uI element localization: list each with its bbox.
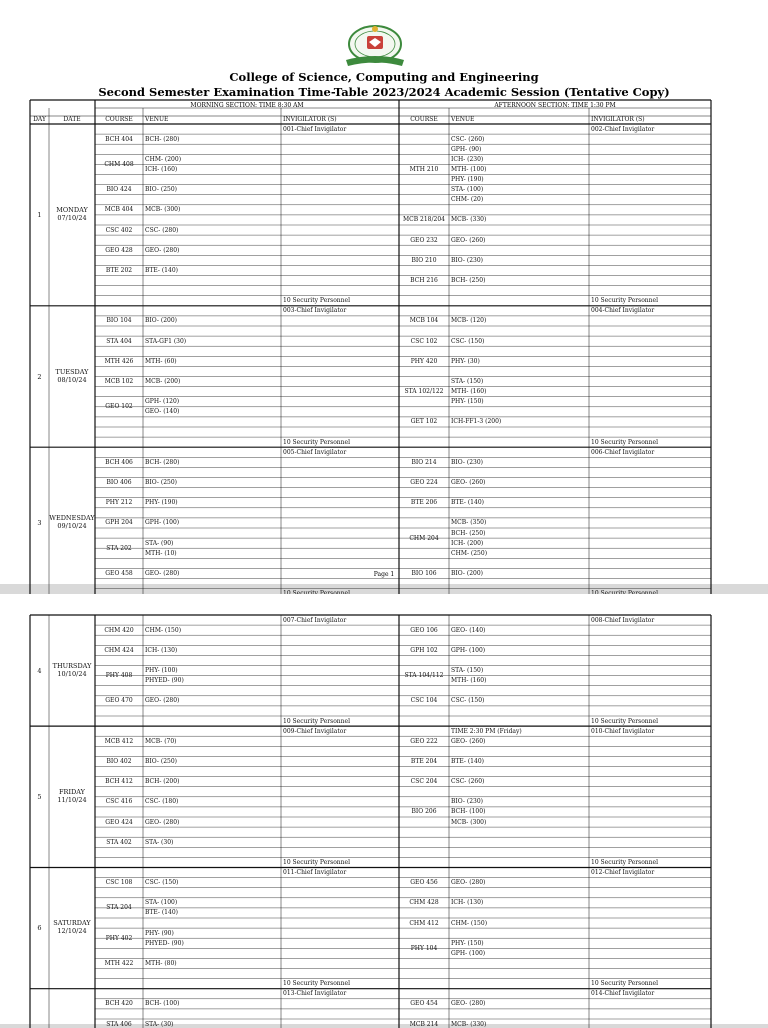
exam-course-pm: CHM 204 — [409, 534, 439, 542]
exam-venue-pm: PHY- (150) — [451, 398, 484, 406]
exam-venue-pm: PHY- (30) — [451, 357, 480, 365]
exam-venue-pm: ICH-FF1-3 (200) — [451, 418, 502, 426]
exam-venue-pm: CHM- (150) — [451, 919, 488, 927]
exam-course-am: GEO 428 — [105, 246, 133, 254]
day-number: 5 — [37, 792, 42, 801]
security-personnel-am: 10 Security Personnel — [283, 297, 350, 305]
exam-course-am: CSC 402 — [105, 226, 133, 234]
security-personnel-pm: 10 Security Personnel — [591, 858, 658, 866]
exam-venue-am: CHM- (150) — [145, 626, 182, 634]
afternoon-time-note: TIME 2:30 PM (Friday) — [451, 727, 522, 735]
exam-venue-pm: GEO- (260) — [451, 479, 486, 486]
exam-venue-am: GEO- (280) — [145, 818, 180, 826]
exam-course-pm: MTH 210 — [409, 165, 439, 173]
exam-venue-pm: MTH- (160) — [451, 388, 487, 396]
exam-course-pm: BIO 106 — [411, 569, 437, 577]
col-header-course-pm: COURSE — [410, 116, 438, 123]
exam-course-am: MCB 102 — [104, 378, 134, 386]
chief-invigilator-pm: 004-Chief Invigilator — [591, 307, 655, 315]
exam-course-am: MCB 412 — [104, 737, 134, 745]
exam-course-pm: GET 102 — [410, 418, 438, 426]
exam-venue-pm: GEO- (280) — [451, 1000, 486, 1008]
exam-venue-pm: GEO- (260) — [451, 737, 486, 745]
exam-date: 10/10/24 — [57, 669, 87, 678]
chief-invigilator-pm: 010-Chief Invigilator — [591, 727, 655, 735]
page-number: Page 1 — [373, 571, 395, 578]
security-personnel-am: 10 Security Personnel — [283, 438, 350, 446]
exam-venue-am: MCB- (300) — [145, 206, 181, 214]
exam-venue-pm: CSC- (260) — [451, 135, 485, 143]
exam-course-pm: MCB 214 — [409, 1020, 439, 1028]
exam-venue-am: GPH- (100) — [145, 519, 180, 527]
exam-course-pm: STA 102/122 — [404, 388, 444, 396]
exam-venue-pm: CSC- (150) — [451, 337, 485, 345]
exam-venue-pm: STA- (150) — [451, 667, 484, 674]
security-personnel-pm: 10 Security Personnel — [591, 438, 658, 446]
chief-invigilator-am: 011-Chief Invigilator — [283, 869, 347, 876]
chief-invigilator-pm: 002-Chief Invigilator — [591, 125, 655, 133]
exam-venue-pm: CHM- (250) — [451, 549, 488, 557]
exam-course-pm: PHY 420 — [410, 357, 438, 365]
exam-course-am: MTH 422 — [104, 959, 134, 967]
exam-course-am: CHM 424 — [104, 646, 134, 654]
exam-venue-am: STA- (30) — [145, 838, 174, 846]
exam-course-pm: GEO 454 — [410, 1000, 438, 1008]
exam-venue-am: CSC- (150) — [145, 879, 179, 887]
exam-venue-am: STA- (100) — [145, 899, 178, 907]
exam-venue-am: BIO- (200) — [145, 317, 177, 325]
exam-course-am: STA 204 — [106, 904, 132, 912]
exam-course-am: BCH 406 — [105, 458, 133, 466]
exam-venue-am: BCH- (100) — [145, 1000, 180, 1008]
day-number: 1 — [37, 210, 42, 219]
timetable-subtitle: Second Semester Examination Time-Table 2023/2024 Academic Session (Tentative Copy) — [98, 85, 670, 99]
day-date-label — [49, 514, 95, 530]
exam-venue-pm: GPH- (100) — [451, 949, 486, 957]
exam-course-pm: BIO 206 — [411, 808, 437, 816]
exam-venue-am: PHYED- (90) — [145, 939, 184, 947]
exam-course-am: CSC 108 — [105, 879, 133, 887]
col-header-day: DAY — [33, 116, 46, 123]
exam-venue-am: GEO- (140) — [145, 408, 180, 416]
day-number: 2 — [37, 372, 42, 381]
chief-invigilator-pm: 012-Chief Invigilator — [591, 869, 655, 876]
exam-venue-am: BTE- (140) — [145, 266, 178, 274]
exam-venue-am: BCH- (200) — [145, 778, 180, 786]
exam-venue-pm: MCB- (330) — [451, 1020, 487, 1028]
exam-venue-am: CSC- (180) — [145, 798, 179, 806]
exam-course-am: GEO 470 — [105, 697, 133, 705]
exam-course-pm: BTE 206 — [410, 499, 438, 507]
exam-venue-pm: ICH- (130) — [451, 899, 484, 907]
exam-course-am: GEO 424 — [105, 818, 133, 826]
day-name: FRIDAY — [59, 787, 85, 796]
chief-invigilator-am: 005-Chief Invigilator — [283, 448, 347, 456]
exam-venue-am: GPH- (120) — [145, 398, 180, 406]
exam-venue-am: PHY- (190) — [145, 499, 178, 507]
exam-course-pm: PHY 104 — [410, 944, 438, 952]
chief-invigilator-am: 003-Chief Invigilator — [283, 307, 347, 315]
day-date-label — [49, 788, 95, 804]
exam-venue-am: ICH- (160) — [145, 165, 178, 173]
col-header-venue: VENUE — [145, 116, 169, 123]
col-header-invigilator-pm: INVIGILATOR (S) — [591, 116, 645, 123]
morning-section-label: MORNING SECTION: TIME 8:30 AM — [190, 102, 304, 109]
chief-invigilator-pm: 014-Chief Invigilator — [591, 990, 655, 998]
exam-date: 09/10/24 — [57, 521, 87, 530]
exam-course-am: BCH 420 — [105, 1000, 133, 1008]
exam-venue-am: BIO- (250) — [145, 186, 177, 194]
exam-course-am: STA 402 — [106, 838, 132, 846]
exam-course-am: BTE 202 — [105, 266, 133, 274]
exam-venue-pm: BIO- (230) — [451, 798, 483, 806]
exam-course-am: GEO 102 — [105, 403, 133, 411]
security-personnel-pm: 10 Security Personnel — [591, 297, 658, 305]
exam-course-pm: BIO 210 — [411, 256, 437, 264]
exam-course-pm: CSC 204 — [410, 778, 438, 786]
chief-invigilator-pm: 008-Chief Invigilator — [591, 616, 655, 624]
exam-venue-pm: CSC- (150) — [451, 697, 485, 705]
exam-venue-am: STA- (30) — [145, 1020, 174, 1028]
exam-course-pm: GEO 456 — [410, 879, 438, 887]
exam-venue-am: CHM- (200) — [145, 155, 182, 163]
exam-venue-am: MCB- (70) — [145, 737, 177, 745]
security-personnel-pm: 10 Security Personnel — [591, 717, 658, 725]
exam-venue-pm: GEO- (280) — [451, 879, 486, 887]
exam-course-am: CSC 416 — [105, 798, 133, 806]
exam-venue-pm: CHM- (20) — [451, 196, 484, 204]
day-number: 3 — [37, 518, 42, 527]
exam-course-am: PHY 402 — [105, 934, 133, 942]
day-date-label — [49, 662, 95, 678]
exam-course-am: BIO 424 — [106, 186, 132, 194]
col-header-date: DATE — [63, 116, 81, 123]
exam-venue-am: PHY- (100) — [145, 667, 178, 674]
timetable-page-2 — [0, 594, 768, 1028]
exam-venue-pm: MCB- (120) — [451, 317, 487, 325]
exam-venue-pm: GEO- (140) — [451, 626, 486, 634]
exam-course-pm: BTE 204 — [410, 757, 438, 765]
afternoon-section-label: AFTERNOON SECTION: TIME 1:30 PM — [494, 102, 616, 109]
exam-date: 07/10/24 — [57, 213, 87, 222]
chief-invigilator-am: 013-Chief Invigilator — [283, 990, 347, 998]
col-header-course: COURSE — [105, 116, 133, 123]
exam-venue-am: MTH- (10) — [145, 549, 177, 557]
exam-venue-pm: GPH- (90) — [451, 145, 482, 153]
exam-venue-am: STA-GF1 (30) — [145, 337, 187, 345]
exam-venue-pm: BTE- (140) — [451, 757, 484, 765]
exam-course-am: BIO 406 — [106, 479, 132, 487]
exam-venue-am: MTH- (80) — [145, 959, 177, 967]
exam-venue-am: BIO- (250) — [145, 479, 177, 486]
exam-venue-pm: BIO- (230) — [451, 458, 483, 466]
exam-course-pm: GEO 222 — [410, 737, 438, 745]
exam-course-am: PHY 408 — [105, 672, 133, 680]
exam-venue-pm: MCB- (350) — [451, 519, 487, 527]
exam-course-am: STA 202 — [106, 544, 132, 552]
exam-course-am: PHY 212 — [105, 499, 133, 507]
col-header-invigilator: INVIGILATOR (S) — [283, 116, 337, 123]
exam-venue-am: BIO- (250) — [145, 757, 177, 765]
day-date-label — [49, 206, 95, 222]
exam-course-am: MTH 426 — [104, 357, 134, 365]
day-name: THURSDAY — [52, 661, 92, 670]
exam-course-pm: BCH 216 — [410, 277, 438, 285]
exam-venue-pm: BTE- (140) — [451, 499, 484, 507]
exam-course-am: GEO 458 — [105, 569, 133, 577]
security-personnel-am: 10 Security Personnel — [283, 717, 350, 725]
exam-venue-pm: BCH- (250) — [451, 277, 486, 284]
exam-venue-am: BTE- (140) — [145, 909, 178, 917]
exam-venue-am: PHYED- (90) — [145, 677, 184, 685]
day-number: 6 — [37, 924, 42, 933]
exam-venue-pm: PHY- (150) — [451, 939, 484, 947]
exam-date: 08/10/24 — [57, 375, 87, 384]
col-header-venue-pm: VENUE — [451, 116, 475, 123]
exam-course-am: BCH 404 — [105, 135, 133, 143]
exam-venue-pm: GPH- (100) — [451, 646, 486, 654]
exam-venue-am: GEO- (280) — [145, 246, 180, 254]
exam-venue-am: BCH- (280) — [145, 135, 180, 143]
exam-venue-am: GEO- (280) — [145, 697, 180, 705]
exam-course-pm: GEO 232 — [410, 236, 438, 244]
college-crest-logo — [340, 22, 410, 72]
exam-venue-pm: ICH- (200) — [451, 539, 484, 547]
exam-course-pm: CHM 428 — [409, 899, 439, 907]
exam-venue-am: ICH- (130) — [145, 646, 178, 654]
day-name: MONDAY — [56, 205, 88, 214]
exam-venue-am: STA- (90) — [145, 539, 174, 547]
exam-course-am: BIO 402 — [106, 757, 132, 765]
security-personnel-am: 10 Security Personnel — [283, 980, 350, 988]
exam-venue-pm: STA- (150) — [451, 378, 484, 385]
exam-course-am: STA 404 — [106, 337, 132, 345]
exam-course-am: CHM 408 — [104, 160, 134, 168]
security-personnel-am: 10 Security Personnel — [283, 858, 350, 866]
exam-course-pm: BIO 214 — [411, 458, 437, 466]
exam-venue-pm: MCB- (300) — [451, 818, 487, 826]
exam-course-pm: MCB 218/204 — [403, 216, 445, 224]
day-number: 4 — [37, 666, 42, 675]
day-date-label — [49, 368, 95, 384]
exam-venue-pm: MTH- (100) — [451, 165, 487, 173]
exam-venue-pm: PHY- (190) — [451, 176, 484, 183]
chief-invigilator-am: 001-Chief Invigilator — [283, 125, 347, 133]
exam-course-am: BIO 104 — [106, 317, 132, 325]
exam-course-pm: CSC 102 — [410, 337, 438, 345]
exam-venue-am: MTH- (60) — [145, 357, 177, 365]
exam-venue-am: MCB- (200) — [145, 378, 181, 385]
exam-course-pm: GEO 106 — [410, 626, 438, 634]
exam-venue-pm: BCH- (250) — [451, 529, 486, 537]
chief-invigilator-pm: 006-Chief Invigilator — [591, 448, 655, 456]
college-title: College of Science, Computing and Engineering — [229, 70, 539, 84]
security-personnel-pm: 10 Security Personnel — [591, 980, 658, 988]
chief-invigilator-am: 009-Chief Invigilator — [283, 727, 347, 735]
exam-venue-pm: GEO- (260) — [451, 236, 486, 244]
exam-venue-pm: MTH- (160) — [451, 677, 487, 685]
exam-venue-pm: STA- (100) — [451, 186, 484, 194]
exam-course-am: BCH 412 — [105, 778, 133, 786]
exam-course-pm: STA 104/112 — [404, 672, 444, 680]
day-name: WEDNESDAY — [49, 513, 95, 522]
exam-venue-pm: MCB- (330) — [451, 216, 487, 224]
exam-course-pm: GEO 224 — [410, 479, 438, 487]
exam-venue-am: CSC- (280) — [145, 226, 179, 234]
exam-venue-pm: CSC- (260) — [451, 778, 485, 786]
day-date-label — [49, 919, 95, 935]
exam-date: 11/10/24 — [57, 795, 87, 804]
exam-course-pm: CHM 412 — [409, 919, 439, 927]
exam-venue-pm: BIO- (200) — [451, 569, 483, 577]
exam-venue-am: BCH- (280) — [145, 458, 180, 466]
exam-course-am: CHM 420 — [104, 626, 134, 634]
exam-course-am: MCB 404 — [104, 206, 134, 214]
exam-date: 12/10/24 — [57, 927, 87, 936]
exam-course-am: GPH 204 — [105, 519, 133, 527]
exam-venue-am: GEO- (280) — [145, 569, 180, 577]
exam-venue-pm: BCH- (100) — [451, 808, 486, 816]
exam-course-am: STA 406 — [106, 1020, 132, 1028]
chief-invigilator-am: 007-Chief Invigilator — [283, 616, 347, 624]
day-name: SATURDAY — [53, 919, 91, 928]
day-name: TUESDAY — [55, 367, 89, 376]
exam-venue-pm: BIO- (230) — [451, 256, 483, 264]
exam-course-pm: CSC 104 — [410, 697, 438, 705]
exam-venue-pm: ICH- (230) — [451, 155, 484, 163]
exam-course-pm: MCB 104 — [409, 317, 439, 325]
exam-course-pm: GPH 102 — [410, 646, 438, 654]
exam-venue-am: PHY- (90) — [145, 929, 174, 937]
